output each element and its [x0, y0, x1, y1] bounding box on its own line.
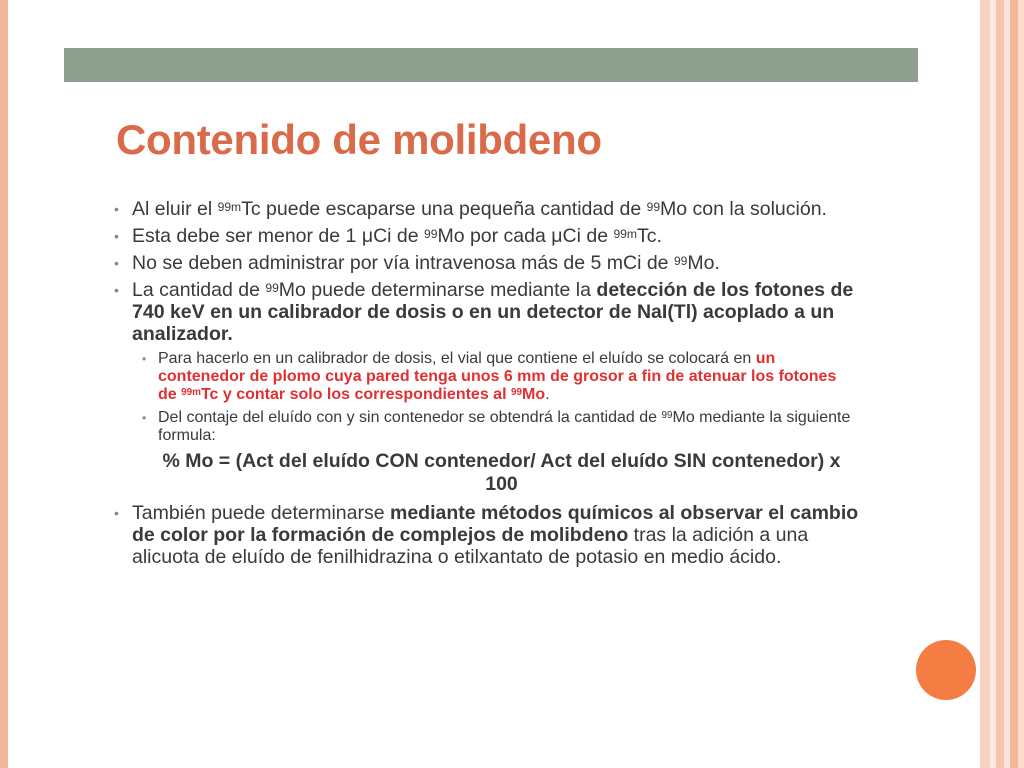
stripe	[980, 0, 990, 768]
text: Mo mediante la siguiente formula:	[158, 409, 851, 444]
text: Esta debe ser menor de 1	[132, 225, 362, 247]
isotope-superscript: 99	[424, 227, 438, 241]
formula: % Mo = (Act del eluído CON contenedor/ Act del eluído SIN contenedor) x 100	[162, 450, 841, 495]
text: Ci de	[373, 225, 425, 247]
stripe	[1010, 0, 1018, 768]
text: Ci de	[562, 225, 614, 247]
text: Mo puede determinarse mediante la	[278, 279, 597, 301]
subbullet-dose-calibrator	[142, 350, 859, 404]
right-decorative-stripes	[980, 0, 1024, 768]
stripe	[1018, 0, 1024, 768]
isotope-superscript: 99	[510, 387, 522, 398]
left-decorative-border	[0, 0, 8, 768]
highlight-text: un contenedor de plomo cuya pared tenga unos 6 mm de grosor a fin de atenuar los fotones de	[158, 350, 837, 403]
text: Del contaje del eluído con y sin contenedor se obtendrá la cantidad de	[158, 409, 662, 426]
isotope-superscript: 99	[646, 200, 661, 214]
isotope-superscript: 99	[673, 254, 688, 268]
bullet-limit	[114, 225, 859, 247]
text: Para hacerlo en un calibrador de dosis, el vial que contiene el eluído se colocará en	[158, 350, 756, 367]
text: No se deben administrar por vía intravenosa más de 5 mCi de	[132, 252, 674, 274]
text: La cantidad de	[132, 279, 266, 301]
highlight-text: Mo	[522, 386, 546, 403]
text: tras la adición a una alicuota de eluído de fenilhidrazina o etilxantato de potasio en medio ácido.	[132, 524, 809, 568]
header-bar	[64, 48, 918, 82]
text: También puede determinarse	[132, 502, 390, 524]
mu-symbol: μ	[551, 225, 563, 247]
mu-symbol: μ	[361, 225, 374, 247]
bullet-iv-limit	[114, 252, 859, 274]
isotope-superscript: 99m	[217, 200, 242, 214]
text: Tc.	[636, 225, 662, 247]
bullet-detection	[114, 279, 859, 345]
isotope-superscript: 99m	[181, 387, 201, 398]
isotope-superscript: 99	[265, 281, 279, 295]
text: Al eluir el	[132, 198, 218, 220]
text: .	[545, 386, 550, 403]
text: Mo.	[687, 252, 720, 274]
bold-text: mediante métodos químicos al observar el cambio de color por la formación de complejos de molibdeno	[132, 502, 859, 546]
slide-title: Contenido de molibdeno	[116, 116, 602, 163]
bullet-chemical	[114, 502, 859, 568]
text: Tc puede escaparse una pequeña cantidad de	[241, 198, 647, 220]
slide-content	[114, 198, 859, 573]
text: Mo por cada	[437, 225, 552, 247]
bullet-elution	[114, 198, 859, 220]
isotope-superscript: 99	[661, 410, 673, 421]
subbullet-count	[142, 409, 859, 445]
stripe	[996, 0, 1004, 768]
isotope-superscript: 99m	[613, 227, 637, 241]
bold-text: detección de los fotones de 740 keV en un calibrador de dosis o en un detector de NaI(Tl) acoplado a un analizador.	[132, 279, 854, 345]
text: Mo con la solución.	[660, 198, 827, 220]
highlight-text: Tc y contar solo los correspondientes al	[200, 386, 511, 403]
decorative-circle	[916, 640, 976, 700]
